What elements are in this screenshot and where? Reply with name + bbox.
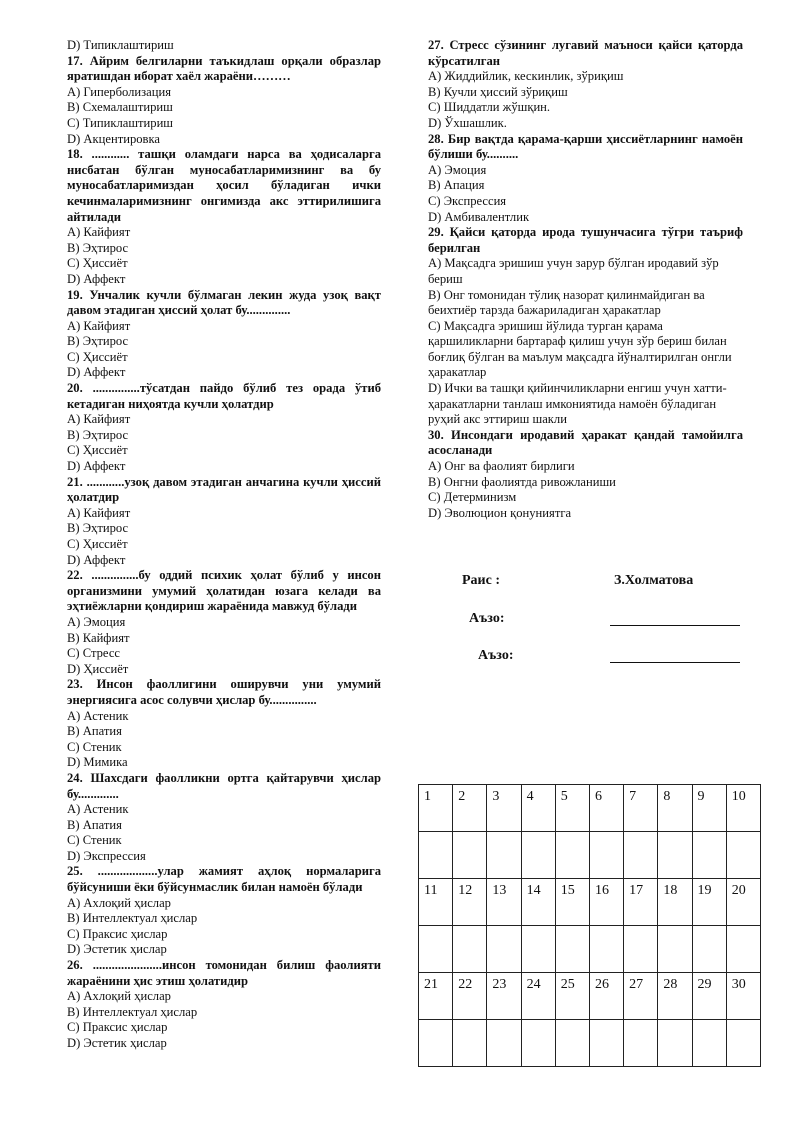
grid-answer-cell[interactable]	[589, 1020, 623, 1067]
question-text: 28. Бир вақтда қарама-қарши ҳиссиётларнинг намоён бўлиши бу..........	[428, 131, 743, 162]
grid-answer-cell[interactable]	[658, 832, 692, 879]
chair-label: Раис :	[462, 573, 500, 588]
answer-option: D) Экспрессия	[67, 848, 146, 863]
answer-option: D) Ҳиссиёт	[67, 661, 129, 676]
grid-answer-cell[interactable]	[487, 832, 521, 879]
grid-answer-cell[interactable]	[692, 926, 726, 973]
grid-number-cell: 28	[658, 973, 692, 1020]
grid-number-cell: 29	[692, 973, 726, 1020]
grid-number-cell: 27	[624, 973, 658, 1020]
member1-label: Аъзо:	[469, 611, 505, 626]
question-text: 26. ......................инсон томонидан билиш фаолияти жараёнини ҳис этиш ҳолатидир	[67, 958, 381, 988]
grid-answer-row	[419, 1020, 761, 1067]
question-text: 30. Инсондаги иродавий ҳаракат қандай тамойилга асосланади	[428, 427, 743, 458]
grid-answer-cell[interactable]	[555, 832, 589, 879]
answer-option: D) Акцентировка	[67, 131, 161, 146]
answer-option: C) Ҳиссиёт	[67, 349, 128, 364]
question-text: 21. ............узоқ давом этадиган анчагина кучли ҳиссий ҳолатдир	[67, 474, 381, 505]
question-text: 19. Унчалик кучли бўлмаган лекин жуда узоқ вақт давом этадиган ҳиссий ҳолат бу..............	[67, 287, 381, 318]
grid-number-cell: 19	[692, 879, 726, 926]
grid-number-cell: 17	[624, 879, 658, 926]
answer-option: B) Кучли ҳиссий зўриқиш	[428, 84, 568, 99]
grid-number-cell: 12	[453, 879, 487, 926]
answer-option: C) Ҳиссиёт	[67, 443, 128, 458]
grid-answer-cell[interactable]	[487, 926, 521, 973]
answer-option: D) Аффект	[67, 271, 126, 286]
grid-number-cell: 20	[726, 879, 760, 926]
grid-number-cell: 3	[487, 785, 521, 832]
answer-option: A) Эмоция	[428, 162, 487, 177]
grid-answer-cell[interactable]	[624, 926, 658, 973]
answer-option: B) Эҳтирос	[67, 521, 129, 536]
grid-answer-cell[interactable]	[624, 1020, 658, 1067]
answer-option: D) Типиклаштириш	[67, 38, 174, 52]
answer-option: D) Ўхшашлик.	[428, 115, 507, 130]
question-text: 22. ...............бу оддий психик ҳолат бўлиб у инсон организмини умумий ҳолатидан юзага келади ва эҳтиёжларни қондириш жараёнида мавжуд бўлади	[67, 568, 381, 614]
grid-answer-cell[interactable]	[453, 1020, 487, 1067]
chair-name: З.Холматова	[614, 573, 694, 588]
answer-option: B) Апатия	[67, 724, 122, 739]
answer-option: D) Мимика	[67, 755, 128, 770]
answer-option: D) Эволюцион қонуниятга	[428, 505, 572, 520]
grid-answer-cell[interactable]	[658, 1020, 692, 1067]
grid-number-cell: 4	[521, 785, 555, 832]
answer-option: B) Апация	[428, 178, 485, 193]
answer-option: B) Кайфият	[67, 630, 130, 645]
grid-answer-cell[interactable]	[589, 832, 623, 879]
grid-number-cell: 22	[453, 973, 487, 1020]
answer-option: A) Мақсадга эришиш учун зарур бўлган иродавий зўр бериш	[428, 256, 719, 286]
question-text: 23. Инсон фаоллигини оширувчи уни умумий энергиясига асос солувчи ҳислар бу...............	[67, 677, 381, 707]
answer-option: A) Онг ва фаолият бирлиги	[428, 459, 575, 474]
answer-option: A) Кайфият	[67, 318, 131, 333]
answer-option: C) Стресс	[67, 646, 121, 661]
answer-option: C) Ҳиссиёт	[67, 537, 128, 551]
answer-option: B) Интеллектуал ҳислар	[67, 1004, 198, 1019]
answer-option: C) Ҳиссиёт	[67, 256, 128, 271]
grid-answer-cell[interactable]	[658, 926, 692, 973]
member1-signature-line	[610, 625, 740, 626]
grid-answer-cell[interactable]	[487, 1020, 521, 1067]
grid-number-cell: 18	[658, 879, 692, 926]
grid-answer-cell[interactable]	[624, 832, 658, 879]
answer-option: C) Типиклаштириш	[67, 115, 174, 130]
grid-answer-cell[interactable]	[726, 832, 760, 879]
grid-number-cell: 8	[658, 785, 692, 832]
grid-answer-cell[interactable]	[453, 832, 487, 879]
answer-option: A) Кайфият	[67, 505, 131, 520]
answer-option: C) Мақсадга эришиш йўлида турган қарама қаршиликларни бартараф қилиш учун зўр бериш билан боғлиқ бўлган ва маълум мақсадга йўналтирилган онгли ҳаракатлар	[428, 318, 732, 380]
answer-option: C) Детерминизм	[428, 490, 517, 505]
left-question-column	[67, 38, 381, 1052]
answer-option: B) Онгни фаолиятда ривожланиши	[428, 474, 616, 489]
answer-option: A) Астеник	[67, 708, 129, 723]
grid-number-cell: 6	[589, 785, 623, 832]
answer-option: A) Ахлоқий ҳислар	[67, 989, 171, 1004]
grid-number-row	[419, 973, 761, 1020]
grid-answer-cell[interactable]	[692, 832, 726, 879]
answer-option: A) Кайфият	[67, 225, 131, 240]
answer-option: B) Апатия	[67, 817, 122, 832]
question-text: 25. ...................улар жамият аҳлоқ нормаларига бўйсуниши ёки бўйсунмаслик билан намоён бўлади	[67, 864, 381, 895]
question-text: 29. Қайси қаторда ирода тушунчасига тўгри таъриф берилган	[428, 225, 743, 255]
answer-option: D) Аффект	[67, 552, 126, 567]
grid-number-cell: 30	[726, 973, 760, 1020]
grid-answer-cell[interactable]	[453, 926, 487, 973]
answer-option: C) Шиддатли жўшқин.	[428, 100, 551, 115]
answer-option: D) Эстетик ҳислар	[67, 1036, 167, 1050]
member2-label: Аъзо:	[478, 648, 514, 663]
answer-option: C) Экспрессия	[428, 193, 507, 208]
answer-option: B) Схемалаштириш	[67, 100, 173, 115]
grid-answer-cell[interactable]	[726, 926, 760, 973]
question-text: 18. ............ ташқи оламдаги нарса ва ҳодисаларга нисбатан бўлган муносабатларимизнинг ва бу муносабатларимиздан ҳосил бўладиган ички кечинмаларимизнинг онгимизда акс эттирилишига айтилади	[67, 147, 381, 224]
grid-answer-cell[interactable]	[419, 926, 453, 973]
question-text: 17. Айрим белгиларни таъкидлаш орқали образлар яратишдан иборат хаёл жараёни………	[67, 53, 381, 84]
grid-number-cell: 9	[692, 785, 726, 832]
answer-grid	[418, 784, 761, 1067]
answer-option: A) Жиддийлик, кескинлик, зўриқиш	[428, 69, 624, 84]
grid-answer-cell[interactable]	[692, 1020, 726, 1067]
answer-option: D) Эстетик ҳислар	[67, 942, 167, 957]
answer-option: A) Кайфият	[67, 412, 131, 427]
grid-number-cell: 1	[419, 785, 453, 832]
grid-number-cell: 7	[624, 785, 658, 832]
question-text: 20. ...............тўсатдан пайдо бўлиб тез орада ўтиб кетадиган ниҳоятда кучли ҳолатдир	[67, 381, 381, 411]
grid-number-cell: 5	[555, 785, 589, 832]
answer-option: B) Онг томонидан тўлиқ назорат қилинмайдиган ва беихтиёр тарзда бажариладиган ҳаракатлар	[428, 287, 705, 318]
answer-option: A) Эмоция	[67, 614, 126, 629]
answer-option: B) Эҳтирос	[67, 334, 129, 349]
grid-number-cell: 11	[419, 879, 453, 926]
grid-number-cell: 26	[589, 973, 623, 1020]
answer-option: A) Ахлоқий ҳислар	[67, 895, 171, 910]
grid-number-cell: 24	[521, 973, 555, 1020]
grid-answer-cell[interactable]	[521, 1020, 555, 1067]
grid-number-cell: 23	[487, 973, 521, 1020]
answer-option: B) Эҳтирос	[67, 240, 129, 255]
grid-number-cell: 10	[726, 785, 760, 832]
grid-answer-cell[interactable]	[589, 926, 623, 973]
grid-number-cell: 21	[419, 973, 453, 1020]
answer-option: C) Стеник	[67, 833, 122, 848]
grid-answer-row	[419, 832, 761, 879]
grid-answer-cell[interactable]	[521, 926, 555, 973]
grid-answer-cell[interactable]	[726, 1020, 760, 1067]
member2-signature-line	[610, 662, 740, 663]
answer-option: C) Стеник	[67, 739, 122, 754]
grid-number-cell: 25	[555, 973, 589, 1020]
answer-option: D) Ички ва ташқи қийинчиликларни енгиш учун хатти-ҳаракатларни танлаш имкониятида намоён бўладиган руҳий акс эттириш шакли	[428, 381, 727, 427]
grid-answer-cell[interactable]	[555, 926, 589, 973]
grid-number-cell: 2	[453, 785, 487, 832]
grid-answer-cell[interactable]	[419, 832, 453, 879]
grid-number-cell: 15	[555, 879, 589, 926]
answer-option: C) Праксис ҳислар	[67, 1020, 168, 1035]
answer-option: C) Праксис ҳислар	[67, 926, 168, 941]
grid-answer-cell[interactable]	[419, 1020, 453, 1067]
answer-option: B) Интеллектуал ҳислар	[67, 911, 198, 926]
answer-option: B) Эҳтирос	[67, 427, 129, 442]
grid-number-cell: 14	[521, 879, 555, 926]
grid-answer-cell[interactable]	[555, 1020, 589, 1067]
grid-answer-cell[interactable]	[521, 832, 555, 879]
grid-number-cell: 16	[589, 879, 623, 926]
answer-option: D) Амбивалентлик	[428, 209, 530, 224]
answer-option: A) Гиперболизация	[67, 84, 172, 99]
question-text: 27. Стресс сўзининг лугавий маъноси қайси қаторда кўрсатилган	[428, 38, 743, 68]
grid-number-row	[419, 785, 761, 832]
answer-option: A) Астеник	[67, 802, 129, 817]
question-text: 24. Шахсдаги фаолликни ортга қайтарувчи ҳислар бу.............	[67, 770, 381, 801]
answer-option: D) Аффект	[67, 459, 126, 474]
grid-number-row	[419, 879, 761, 926]
right-question-column	[428, 38, 743, 521]
answer-option: D) Аффект	[67, 365, 126, 380]
grid-number-cell: 13	[487, 879, 521, 926]
grid-answer-row	[419, 926, 761, 973]
